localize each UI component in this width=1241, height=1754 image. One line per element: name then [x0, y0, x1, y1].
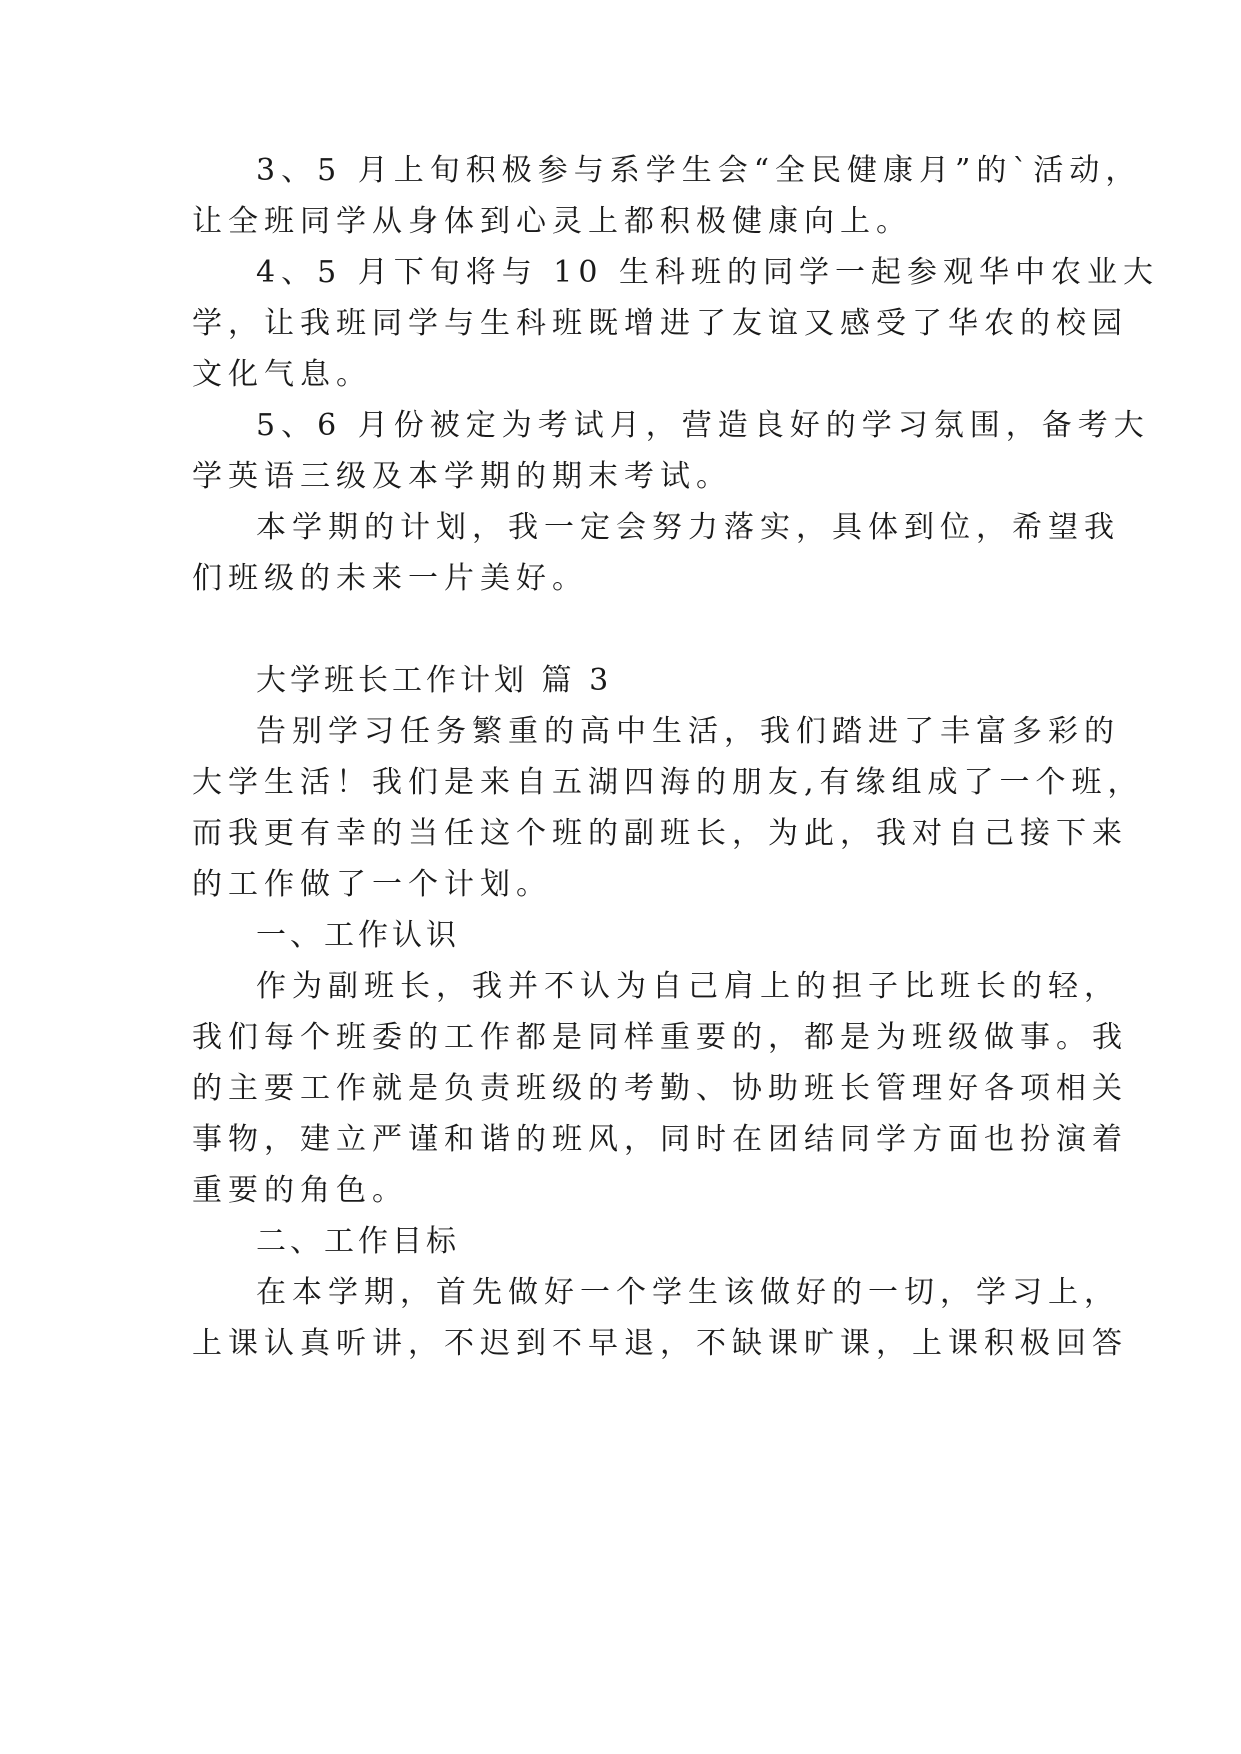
- paragraph-line: 3、5 月上旬积极参与系学生会“全民健康月”的`活动，: [256, 153, 1142, 188]
- paragraph-line: 在本学期，首先做好一个学生该做好的一切，学习上，: [256, 1275, 1120, 1310]
- paragraph-line: 重要的角色。: [192, 1173, 408, 1208]
- paragraph-line: 4、5 月下旬将与 10 生科班的同学一起参观华中农业大: [256, 255, 1159, 290]
- paragraph-line: 而我更有幸的当任这个班的副班长，为此，我对自己接下来: [192, 816, 1128, 851]
- paragraph-line: 我们每个班委的工作都是同样重要的，都是为班级做事。我: [192, 1020, 1128, 1055]
- paragraph-line: 的主要工作就是负责班级的考勤、协助班长管理好各项相关: [192, 1071, 1128, 1106]
- paragraph-line: 文化气息。: [192, 357, 372, 392]
- paragraph-line: 本学期的计划，我一定会努力落实，具体到位，希望我: [256, 510, 1120, 545]
- paragraph-line: 们班级的未来一片美好。: [192, 561, 588, 596]
- paragraph-line: 让全班同学从身体到心灵上都积极健康向上。: [192, 204, 912, 239]
- paragraph-line: 大学生活！我们是来自五湖四海的朋友,有缘组成了一个班，: [192, 765, 1144, 800]
- paragraph-line: 的工作做了一个计划。: [192, 867, 552, 902]
- paragraph-line: 上课认真听讲，不迟到不早退，不缺课旷课，上课积极回答: [192, 1326, 1128, 1361]
- subsection-heading: 一、工作认识: [256, 918, 460, 953]
- subsection-heading: 二、工作目标: [256, 1224, 460, 1259]
- paragraph-line: 学英语三级及本学期的期末考试。: [192, 459, 732, 494]
- section-heading: 大学班长工作计划 篇 3: [256, 663, 613, 698]
- paragraph-line: 事物，建立严谨和谐的班风，同时在团结同学方面也扮演着: [192, 1122, 1128, 1157]
- paragraph-line: 告别学习任务繁重的高中生活，我们踏进了丰富多彩的: [256, 714, 1120, 749]
- paragraph-line: 5、6 月份被定为考试月，营造良好的学习氛围，备考大: [256, 408, 1150, 443]
- paragraph-line: 学，让我班同学与生科班既增进了友谊又感受了华农的校园: [192, 306, 1128, 341]
- paragraph-line: 作为副班长，我并不认为自己肩上的担子比班长的轻，: [256, 969, 1120, 1004]
